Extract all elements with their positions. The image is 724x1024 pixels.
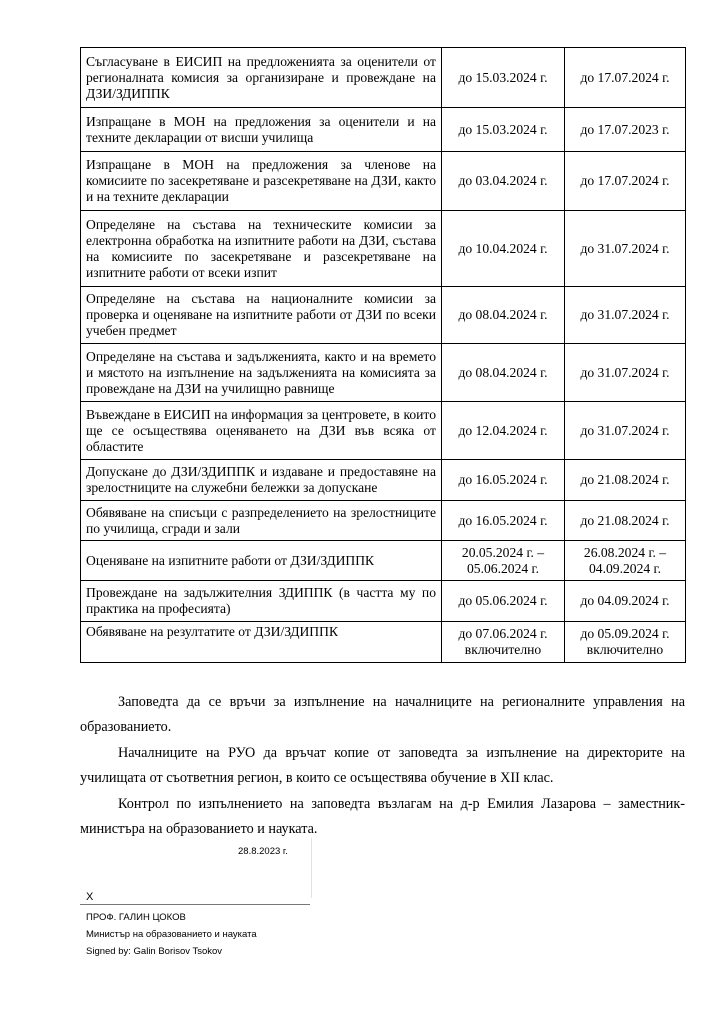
signed-by: Signed by: Galin Borisov Tsokov [86, 946, 223, 957]
task-cell: Изпращане в МОН на предложения за оценители и на техните декларации от висши училища [81, 108, 442, 152]
signature-divider [311, 838, 312, 898]
task-cell: Обявяване на списъци с разпределението на зрелостниците по училища, сгради и зали [81, 501, 442, 541]
date-main-cell: до 15.03.2024 г. [442, 108, 565, 152]
date-extra-cell: до 21.08.2024 г. [565, 501, 686, 541]
table-row [81, 287, 686, 344]
date-main-cell: до 08.04.2024 г. [442, 287, 565, 344]
table-row [81, 48, 686, 108]
table-row [81, 460, 686, 501]
task-cell: Определяне на състава на техническите комисии за електронна обработка на изпитните работи на ДЗИ, състава на комисиите по засекретяване и разсекретяване на изпитните работи от всеки изпит [81, 211, 442, 287]
task-cell: Провеждане на задължителния ЗДИППК (в частта му по практика на професията) [81, 581, 442, 622]
signature-mark: X [86, 891, 94, 903]
paragraph-control-text: Контрол по изпълнението на заповедта възлагам на д-р Емилия Лазарова – заместник-министъра на образованието и науката. [80, 796, 685, 837]
date-main-cell: до 07.06.2024 г. включително [442, 622, 565, 663]
paragraph-delivery [80, 690, 685, 740]
task-cell: Изпращане в МОН на предложения за членове на комисиите по засекретяване и разсекретяване на ДЗИ, както и на техните декларации [81, 152, 442, 211]
date-extra-cell: до 31.07.2024 г. [565, 211, 686, 287]
table-row [81, 108, 686, 152]
table-row [81, 344, 686, 402]
paragraph-delivery-text: Заповедта да се връчи за изпълнение на началниците на регионалните управления на образованието. [80, 694, 685, 735]
paragraph-copies [80, 741, 685, 791]
signer-name: ПРОФ. ГАЛИН ЦОКОВ [86, 912, 186, 923]
date-main-cell: 20.05.2024 г. – 05.06.2024 г. [442, 541, 565, 581]
table-row [81, 541, 686, 581]
date-main-cell: до 08.04.2024 г. [442, 344, 565, 402]
date-main-cell: до 16.05.2024 г. [442, 501, 565, 541]
date-main-cell: до 12.04.2024 г. [442, 402, 565, 460]
table-row [81, 211, 686, 287]
signature-block [80, 838, 312, 966]
date-extra-cell: до 31.07.2024 г. [565, 402, 686, 460]
date-extra-cell: до 17.07.2023 г. [565, 108, 686, 152]
date-main-cell: до 15.03.2024 г. [442, 48, 565, 108]
date-extra-cell: 26.08.2024 г. – 04.09.2024 г. [565, 541, 686, 581]
table-row [81, 402, 686, 460]
task-cell: Съгласуване в ЕИСИП на предложенията за оценители от регионалната комисия за организиране и провеждане на ДЗИ/ЗДИППК [81, 48, 442, 108]
task-cell: Обявяване на резултатите от ДЗИ/ЗДИППК [81, 622, 442, 663]
task-cell: Допускане до ДЗИ/ЗДИППК и издаване и предоставяне на зрелостниците на служебни бележки за допускане [81, 460, 442, 501]
table-row [81, 501, 686, 541]
table-row [81, 622, 686, 663]
task-cell: Определяне на състава на националните комисии за проверка и оценяване на изпитните работи от ДЗИ по всеки учебен предмет [81, 287, 442, 344]
signature-line [80, 904, 310, 905]
date-main-cell: до 10.04.2024 г. [442, 211, 565, 287]
signer-title: Министър на образованието и науката [86, 929, 257, 940]
date-extra-cell: до 05.09.2024 г. включително [565, 622, 686, 663]
date-extra-cell: до 04.09.2024 г. [565, 581, 686, 622]
table-row [81, 152, 686, 211]
paragraph-control [80, 792, 685, 842]
date-main-cell: до 05.06.2024 г. [442, 581, 565, 622]
task-cell: Оценяване на изпитните работи от ДЗИ/ЗДИППК [81, 541, 442, 581]
signature-date: 28.8.2023 г. [238, 846, 288, 857]
paragraph-copies-text: Началниците на РУО да връчат копие от заповедта за изпълнение на директорите на училищата от съответния регион, в които се осъществява обучение в XII клас. [80, 745, 685, 786]
task-cell: Въвеждане в ЕИСИП на информация за центровете, в които ще се осъществява оценяването на ДЗИ във всяка от областите [81, 402, 442, 460]
date-extra-cell: до 17.07.2024 г. [565, 152, 686, 211]
date-main-cell: до 16.05.2024 г. [442, 460, 565, 501]
table-row [81, 581, 686, 622]
date-extra-cell: до 21.08.2024 г. [565, 460, 686, 501]
date-extra-cell: до 17.07.2024 г. [565, 48, 686, 108]
task-cell: Определяне на състава и задълженията, както и на времето и мястото на изпълнение на задълженията на комисията за провеждане на ДЗИ на училищно равнище [81, 344, 442, 402]
date-main-cell: до 03.04.2024 г. [442, 152, 565, 211]
date-extra-cell: до 31.07.2024 г. [565, 344, 686, 402]
schedule-table [80, 47, 686, 663]
date-extra-cell: до 31.07.2024 г. [565, 287, 686, 344]
